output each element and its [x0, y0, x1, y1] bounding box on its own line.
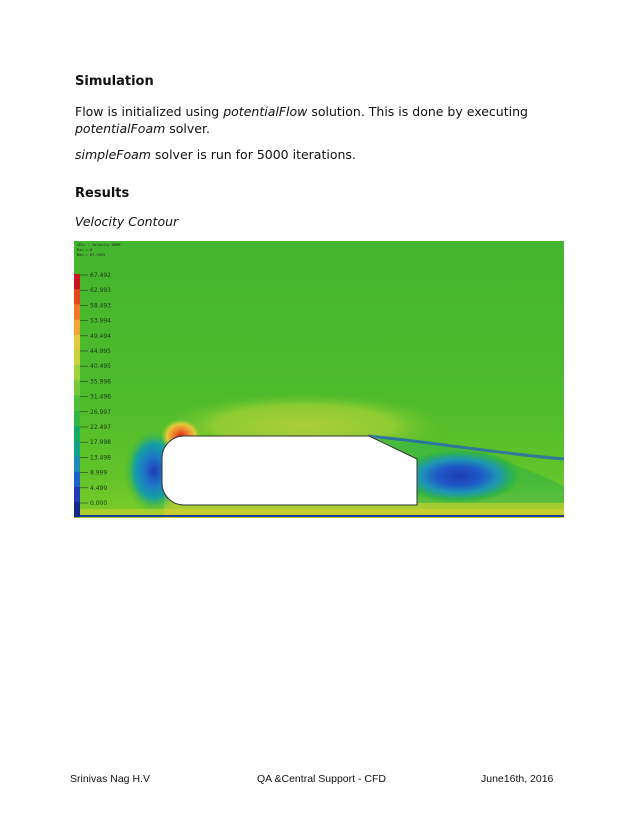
para2-simplefoam: simpleFoam [75, 147, 151, 162]
legend-value: 44.995 [90, 348, 111, 355]
legend-swatch [74, 456, 80, 471]
legend-value: 49.494 [90, 332, 111, 340]
footer-date: June16th, 2016 [481, 773, 554, 785]
legend-swatch [74, 380, 80, 395]
footer-author: Srinivas Nag H.V [70, 773, 150, 785]
simulation-heading: Simulation [75, 74, 154, 89]
para1-text-a: Flow is initialized using [75, 104, 224, 119]
legend-value: 13.498 [90, 454, 111, 462]
legend-value: 22.497 [90, 424, 111, 431]
legend-swatch [74, 396, 80, 411]
footer-department: QA &Central Support - CFD [257, 773, 386, 785]
legend-value: 4.499 [90, 484, 108, 492]
simulation-paragraph-1 [75, 103, 528, 137]
simulation-paragraph-2 [75, 146, 356, 163]
legend-value: 0.000 [90, 500, 108, 507]
results-heading: Results [75, 186, 130, 201]
legend-value: 17.998 [90, 439, 111, 447]
legend-value: 58.493 [90, 302, 111, 310]
legend-swatch [74, 274, 80, 289]
legend-swatch [74, 441, 80, 456]
legend-value: 40.495 [90, 363, 111, 371]
para1-potentialfoam: potentialFoam [75, 121, 166, 136]
legend-value: 62.993 [90, 287, 111, 295]
legend-swatch [74, 365, 80, 380]
legend-swatch [74, 426, 80, 441]
legend-swatch [74, 320, 80, 335]
legend-value: 8.999 [90, 469, 108, 477]
legend-value: 67.492 [90, 272, 111, 279]
velocity-contour-subheading: Velocity Contour [75, 214, 179, 229]
legend-value: 26.997 [90, 408, 111, 416]
legend-swatch [74, 289, 80, 304]
legend-header-1: CELL : Velocity NORM [77, 243, 121, 247]
legend-swatch [74, 502, 80, 517]
legend-value: 35.996 [90, 378, 111, 386]
legend-swatch [74, 411, 80, 426]
legend-value: 31.496 [90, 393, 111, 401]
legend-header-2: Min = 0 [77, 248, 93, 252]
legend-header-3: Max = 67.4925 [77, 253, 106, 257]
legend-swatch [74, 304, 80, 319]
legend-swatch [74, 350, 80, 365]
para1-text-c: solution. This is done by executing [307, 104, 528, 119]
para1-potentialflow: potentialFlow [223, 104, 308, 119]
para2-text-b: solver is run for 5000 iterations. [150, 147, 356, 162]
velocity-contour-image [74, 241, 564, 518]
vehicle-body [162, 436, 417, 505]
legend-swatch [74, 472, 80, 487]
para1-text-e: solver. [165, 121, 210, 136]
legend-swatch [74, 335, 80, 350]
legend-value: 53.994 [90, 317, 111, 325]
legend-swatch [74, 487, 80, 502]
